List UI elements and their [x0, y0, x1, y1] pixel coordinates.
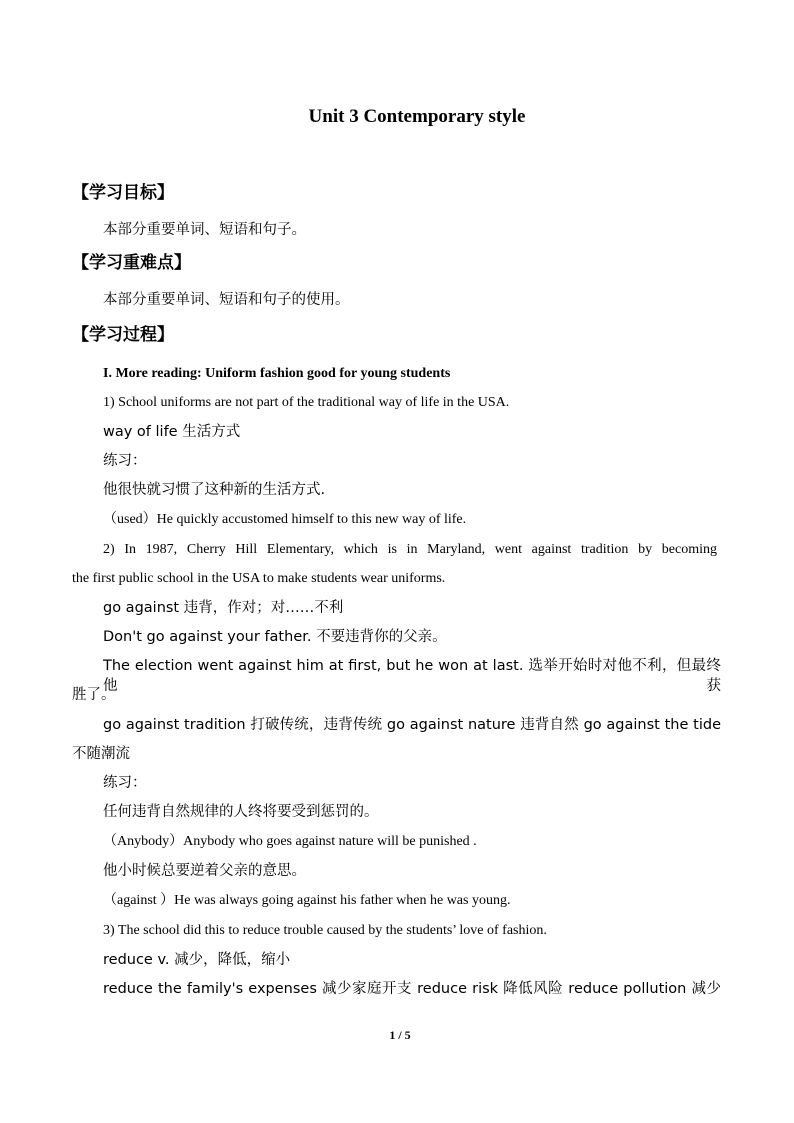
exercise-answer-1: （used）He quickly accustomed himself to this new way of life.: [103, 512, 467, 527]
goals-heading: 【学习目标】: [72, 183, 174, 203]
exercise-question-3: 他小时候总要逆着父亲的意思。: [103, 863, 306, 879]
exercise-label-2: 练习：: [103, 775, 147, 791]
exercise-answer-3: （against ）He was always going against his father when he was young.: [103, 893, 511, 908]
phrases-line-1: go against tradition 打破传统，违背传统 go against nature 违背自然 go against the tide: [103, 717, 721, 733]
sentence-2-line-2: the first public school in the USA to make students wear uniforms.: [72, 571, 446, 586]
page-title: Unit 3 Contemporary style: [308, 106, 526, 127]
process-heading: 【学习过程】: [72, 325, 174, 345]
phrase-way-of-life: way of life 生活方式: [103, 424, 241, 440]
phrase-reduce: reduce v. 减少，降低，缩小: [103, 952, 291, 968]
exercise-question-1: 他很快就习惯了这种新的生活方式.: [103, 482, 326, 498]
phrase-go-against: go against 违背，作对；对……不利: [103, 600, 344, 616]
phrases-reduce-examples: reduce the family's expenses 减少家庭开支 reduce risk 降低风险 reduce pollution 减少: [103, 981, 721, 997]
exercise-question-2: 任何违背自然规律的人终将要受到惩罚的。: [103, 804, 379, 820]
sentence-2-line-1: 2) In 1987, Cherry Hill Elementary, which is in Maryland, went against tradition by becoming: [103, 542, 717, 557]
sentence-3: 3) The school did this to reduce trouble caused by the students’ love of fashion.: [103, 923, 547, 938]
phrases-line-2: 不随潮流: [72, 746, 130, 762]
page-number: 1 / 5: [389, 1028, 411, 1042]
goals-text: 本部分重要单词、短语和句子。: [103, 222, 306, 238]
key-points-heading: 【学习重难点】: [72, 253, 191, 273]
example-2-line-1: The election went against him at first, but he won at last. 选举开始时对他不利，但最终他获: [103, 658, 721, 694]
reading-heading: I. More reading: Uniform fashion good for young students: [103, 366, 451, 381]
example-2-line-2: 胜了。: [72, 687, 116, 703]
key-points-text: 本部分重要单词、短语和句子的使用。: [103, 292, 350, 308]
sentence-1: 1) School uniforms are not part of the traditional way of life in the USA.: [103, 395, 510, 410]
exercise-label-1: 练习：: [103, 453, 147, 469]
example-1: Don't go against your father. 不要违背你的父亲。: [103, 629, 447, 645]
exercise-answer-2: （Anybody）Anybody who goes against nature will be punished .: [103, 834, 477, 849]
